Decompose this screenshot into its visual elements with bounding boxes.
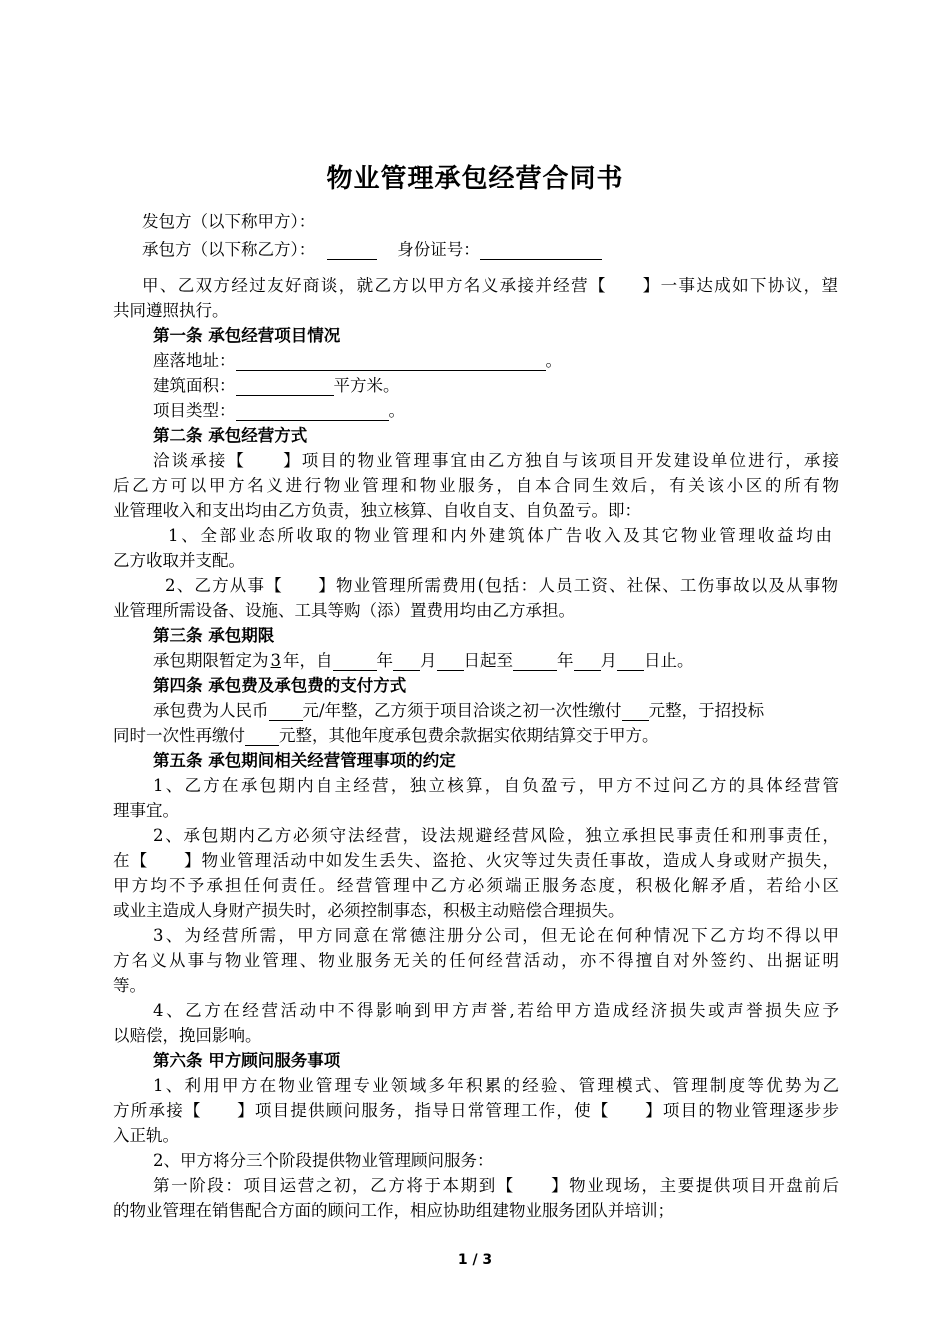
article-6-p3-line-2: 的物业管理在销售配合方面的顾问工作，相应协助组建物业服务团队并培训； xyxy=(113,1201,674,1220)
article-2-p1-line-3: 业管理收入和支出均由乙方负责，独立核算、自收自支、自负盈亏。即： xyxy=(113,501,641,520)
article-5-p4-line-1: 4、乙方在经营活动中不得影响到甲方声誉,若给甲方造成经济损失或声誉损失应予 xyxy=(153,1001,839,1020)
start-year-blank xyxy=(333,652,377,671)
end-day-blank xyxy=(617,652,644,671)
article-5-p4-line-2: 以赔偿，挽回影响。 xyxy=(113,1026,262,1045)
fee-text-4: 同时一次性再缴付 xyxy=(113,726,245,745)
fee-text-1: 承包费为人民币 xyxy=(153,701,269,720)
article-5-p2-line-1: 2、承包期内乙方必须守法经营，设法规避经营风险，独立承担民事责任和刑事责任， xyxy=(153,826,839,845)
party-b-label: 承包方（以下称乙方）： xyxy=(142,240,316,259)
second-payment-blank xyxy=(245,727,279,746)
term-years: 3 xyxy=(270,651,281,670)
term-text-4: 月 xyxy=(420,651,437,670)
term-text-3: 年 xyxy=(376,651,393,670)
party-b-line xyxy=(142,240,602,260)
fee-line-2 xyxy=(113,726,659,746)
start-month-blank xyxy=(393,652,420,671)
term-text-5: 日起至 xyxy=(463,651,513,670)
address-label: 座落地址： xyxy=(153,351,236,370)
article-5-p2-line-3: 甲方均不予承担任何责任。经营管理中乙方必须端正服务态度，积极化解矛盾，若给小区 xyxy=(113,876,839,895)
term-text-1: 承包期限暂定为 xyxy=(153,651,269,670)
article-4-heading: 第四条 承包费及承包费的支付方式 xyxy=(153,676,407,695)
article-6-p1-line-1: 1、利用甲方在物业管理专业领域多年积累的经验、管理模式、管理制度等优势为乙 xyxy=(153,1076,839,1095)
project-type-blank xyxy=(236,402,389,421)
fee-text-3: 元整，于招投标 xyxy=(648,701,765,720)
page-number: 1 / 3 xyxy=(457,1252,493,1268)
intro-line-1: 甲、乙双方经过友好商谈，就乙方以甲方名义承接并经营【 】一事达成如下协议，望 xyxy=(142,276,838,295)
fee-text-2: 元/年整，乙方须于项目洽谈之初一次性缴付 xyxy=(302,701,622,720)
article-5-heading: 第五条 承包期间相关经营管理事项的约定 xyxy=(153,751,456,770)
article-2-p3-line-2: 业管理所需设备、设施、工具等购（添）置费用均由乙方承担。 xyxy=(113,601,575,620)
project-type-line xyxy=(153,401,405,421)
area-label: 建筑面积： xyxy=(153,376,236,395)
party-b-blank xyxy=(327,241,377,260)
id-number-label: 身份证号： xyxy=(397,240,480,259)
start-day-blank xyxy=(437,652,464,671)
article-2-p3-line-1: 2、乙方从事【 】物业管理所需费用(包括：人员工资、社保、工伤事故以及从事物 xyxy=(165,576,838,595)
fee-text-5: 元整，其他年度承包费余款据实依期结算交于甲方。 xyxy=(279,726,659,745)
article-2-p2-line-1: 1、全部业态所收取的物业管理和内外建筑体广告收入及其它物业管理收益均由 xyxy=(168,526,832,545)
article-6-p3-line-1: 第一阶段：项目运营之初，乙方将于本期到【 】物业现场，主要提供项目开盘前后 xyxy=(153,1176,839,1195)
area-unit: 平方米。 xyxy=(333,376,400,395)
article-5-p2-line-2: 在【 】物业管理活动中如发生丢失、盗抢、火灾等过失责任事故，造成人身或财产损失， xyxy=(113,851,839,870)
project-type-label: 项目类型： xyxy=(153,401,236,420)
article-6-p2-line-1: 2、甲方将分三个阶段提供物业管理顾问服务： xyxy=(153,1151,494,1170)
party-a-line xyxy=(142,212,315,232)
area-line xyxy=(153,376,400,396)
article-2-p2-line-2: 乙方收取并支配。 xyxy=(113,551,245,570)
article-6-heading: 第六条 甲方顾问服务事项 xyxy=(153,1051,341,1070)
article-1-heading: 第一条 承包经营项目情况 xyxy=(153,326,341,345)
term-text-8: 日止。 xyxy=(644,651,694,670)
article-6-p1-line-3: 入正轨。 xyxy=(113,1126,179,1145)
article-2-p1-line-2: 后乙方可以甲方名义进行物业管理和物业服务，自本合同生效后，有关该小区的所有物 xyxy=(113,476,839,495)
article-5-p1-line-2: 理事宜。 xyxy=(113,801,179,820)
area-blank xyxy=(236,377,334,396)
article-2-heading: 第二条 承包经营方式 xyxy=(153,426,308,445)
term-line xyxy=(153,651,694,671)
annual-fee-blank xyxy=(269,702,303,721)
article-5-p3-line-3: 等。 xyxy=(113,976,146,995)
term-text-2: 年，自 xyxy=(283,651,333,670)
article-2-p1-line-1: 洽谈承接【 】项目的物业管理事宜由乙方独自与该项目开发建设单位进行，承接 xyxy=(153,451,839,470)
intro-line-2: 共同遵照执行。 xyxy=(113,301,229,320)
document-title: 物业管理承包经营合同书 xyxy=(326,164,624,194)
address-line xyxy=(153,351,562,371)
project-type-end: 。 xyxy=(388,401,405,420)
term-text-7: 月 xyxy=(600,651,617,670)
initial-payment-blank xyxy=(622,702,649,721)
article-5-p3-line-1: 3、为经营所需，甲方同意在常德注册分公司，但无论在何种情况下乙方均不得以甲 xyxy=(153,926,839,945)
article-5-p2-line-4: 或业主造成人身财产损失时，必须控制事态，积极主动赔偿合理损失。 xyxy=(113,901,625,920)
address-blank xyxy=(236,352,546,371)
party-a-label: 发包方（以下称甲方）： xyxy=(142,212,316,231)
article-3-heading: 第三条 承包期限 xyxy=(153,626,275,645)
article-5-p3-line-2: 方名义从事与物业管理、物业服务无关的任何经营活动，亦不得擅自对外签约、出据证明 xyxy=(113,951,839,970)
article-5-p1-line-1: 1、乙方在承包期内自主经营，独立核算，自负盈亏，甲方不过问乙方的具体经营管 xyxy=(153,776,839,795)
term-text-6: 年 xyxy=(557,651,574,670)
end-year-blank xyxy=(513,652,557,671)
article-6-p1-line-2: 方所承接【 】项目提供顾问服务，指导日常管理工作，使【 】项目的物业管理逐步步 xyxy=(113,1101,839,1120)
id-number-blank xyxy=(480,241,602,260)
fee-line-1 xyxy=(153,701,764,721)
address-end: 。 xyxy=(545,351,562,370)
end-month-blank xyxy=(574,652,601,671)
